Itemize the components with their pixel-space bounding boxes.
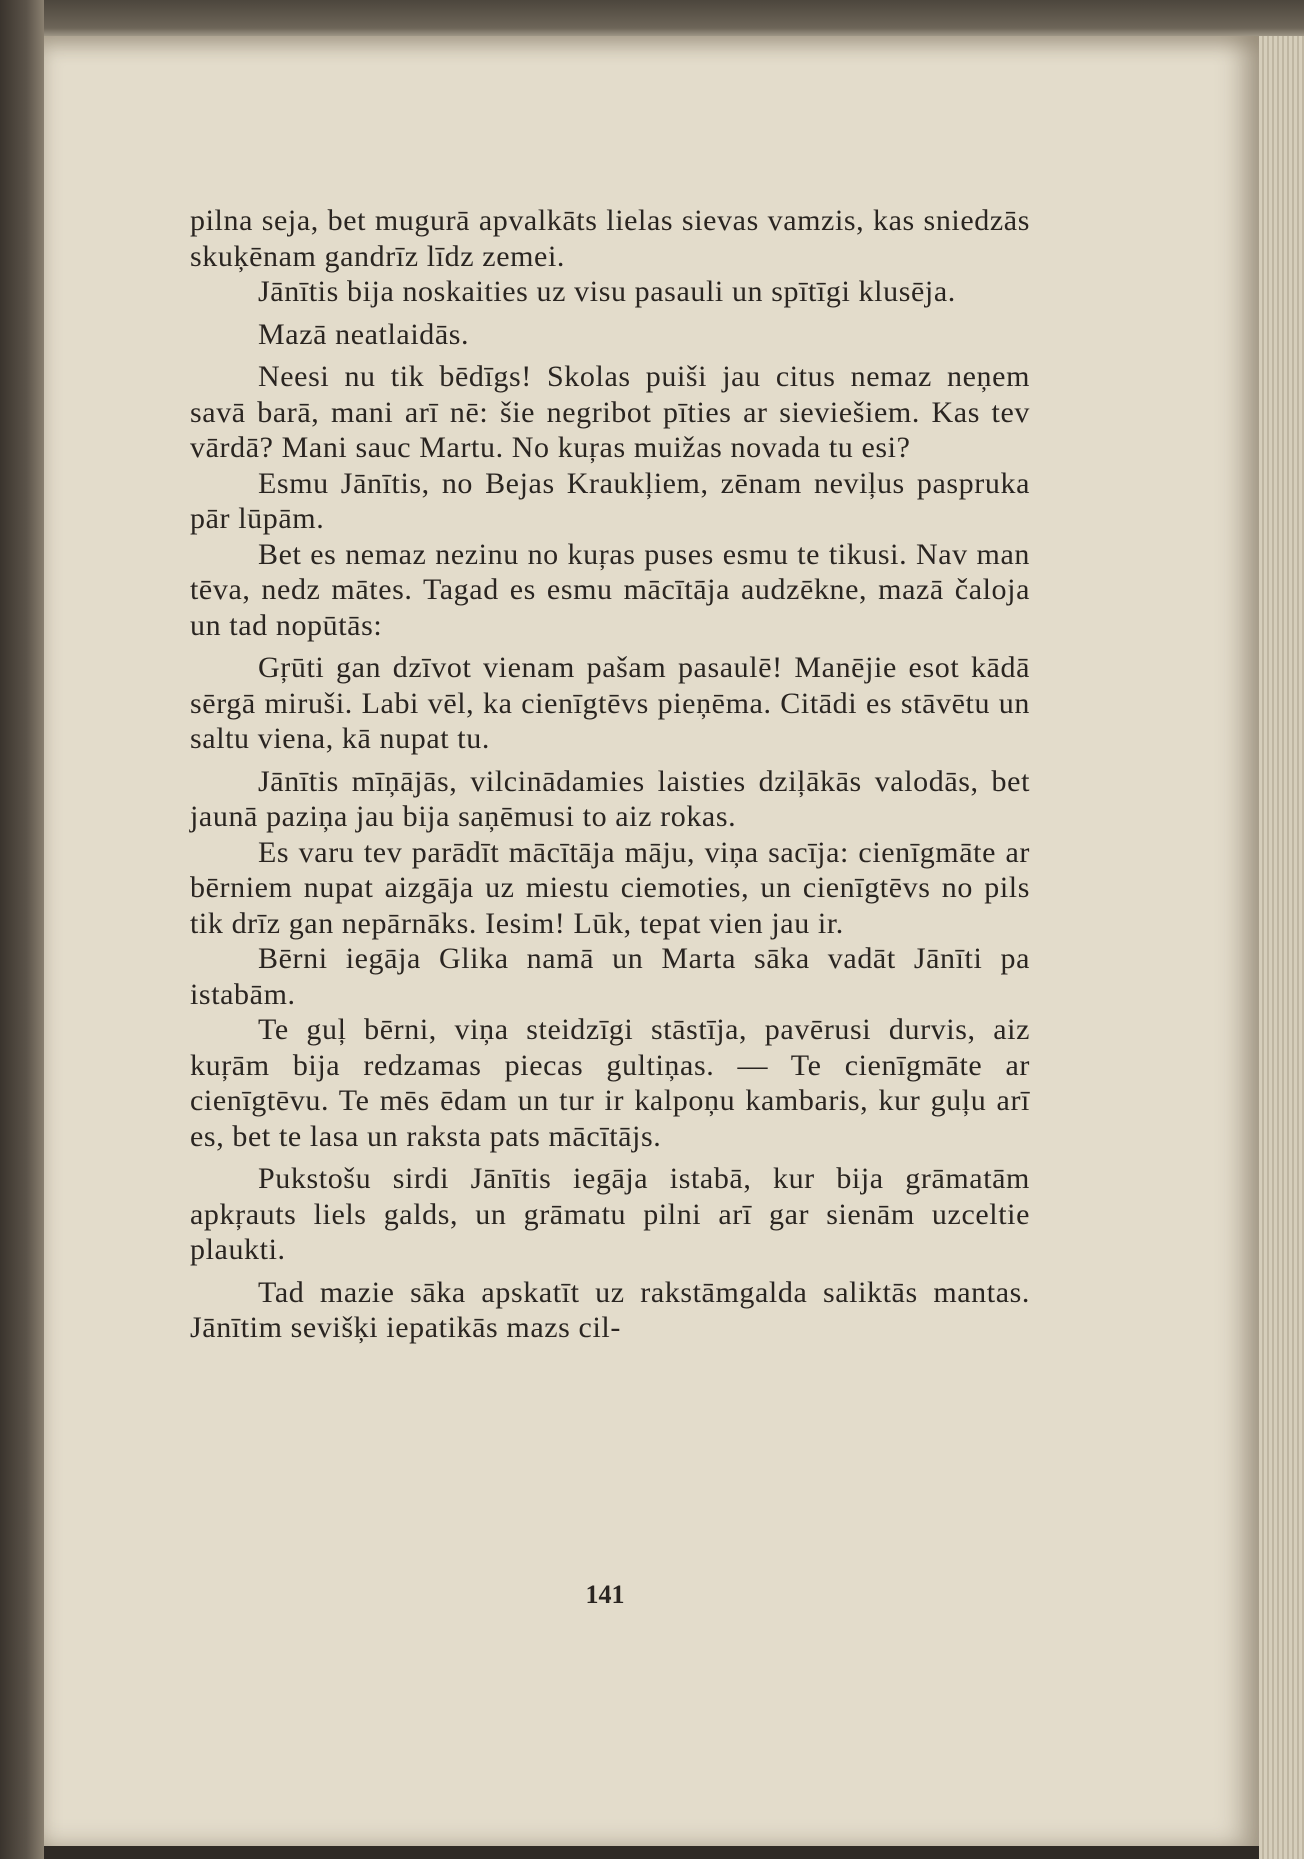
page-number: 141 bbox=[585, 1580, 625, 1609]
book-spine bbox=[0, 0, 44, 1859]
paragraph: pilna seja, bet mugurā apvalkāts lielas sievas vamzis, kas sniedzās skuķēnam gandrīz līdz zemei. bbox=[190, 204, 1030, 273]
paragraph: Es varu tev parādīt mācītāja māju, viņa sacīja: cienīgmāte ar bērniem nupat aizgāja uz miestu ciemoties, un cienīgtēvs no pils tik drīz gan nepārnāks. Iesim! Lūk, tepat vien jau ir. bbox=[190, 835, 1030, 940]
paragraph: Jānītis mīņājās, vilcinādamies laisties dziļākās valodās, bet jaunā paziņa jau bija saņēmusi to aiz rokas. bbox=[190, 764, 1030, 833]
paragraph: Pukstošu sirdi Jānītis iegāja istabā, kur bija grāmatām apkŗauts liels galds, un grāmatu pilni arī gar sienām uzceltie plaukti. bbox=[190, 1162, 1030, 1266]
paragraph: Neesi nu tik bēdīgs! Skolas puiši jau citus nemaz neņem savā barā, mani arī nē: šie negribot pīties ar sieviešiem. Kas tev vārdā? Mani sauc Martu. No kuŗas muižas novada tu esi? bbox=[190, 360, 1030, 464]
paragraph: Gŗūti gan dzīvot vienam pašam pasaulē! Manējie esot kādā sērgā miruši. Labi vēl, ka cienīgtēvs pieņēma. Citādi es stāvētu un saltu viena, kā nupat tu. bbox=[190, 651, 1030, 755]
paragraph: Bērni iegāja Glika namā un Marta sāka vadāt Jānīti pa istabām. bbox=[190, 942, 1030, 1011]
paragraph: Te guļ bērni, viņa steidzīgi stāstīja, pavērusi durvis, aiz kuŗām bija redzamas piecas gultiņas. — Te cienīgmāte ar cienīgtēvu. Te mēs ēdam un tur ir kalpoņu kambaris, kur guļu arī es, bet te lasa un raksta pats mācītājs. bbox=[190, 1013, 1030, 1153]
page-edges bbox=[1259, 36, 1304, 1859]
paragraph: Jānītis bija noskaities uz visu pasauli un spītīgi klusēja. bbox=[258, 275, 956, 308]
paragraph: Bet es nemaz nezinu no kuŗas puses esmu te tikusi. Nav man tēva, nedz mātes. Tagad es esmu mācītāja audzēkne, mazā čaloja un tad nopūtās: bbox=[190, 537, 1030, 642]
paragraph: Esmu Jānītis, no Bejas Kraukļiem, zēnam neviļus paspruka pār lūpām. bbox=[190, 466, 1030, 535]
page-text bbox=[190, 203, 1030, 1346]
paragraph: Mazā neatlaidās. bbox=[258, 317, 470, 351]
top-edge bbox=[44, 0, 1304, 40]
paragraph: Tad mazie sāka apskatīt uz rakstāmgalda salikt​ās mantas. Jānītim sevišķi iepatikās mazs cil- bbox=[190, 1275, 1030, 1344]
